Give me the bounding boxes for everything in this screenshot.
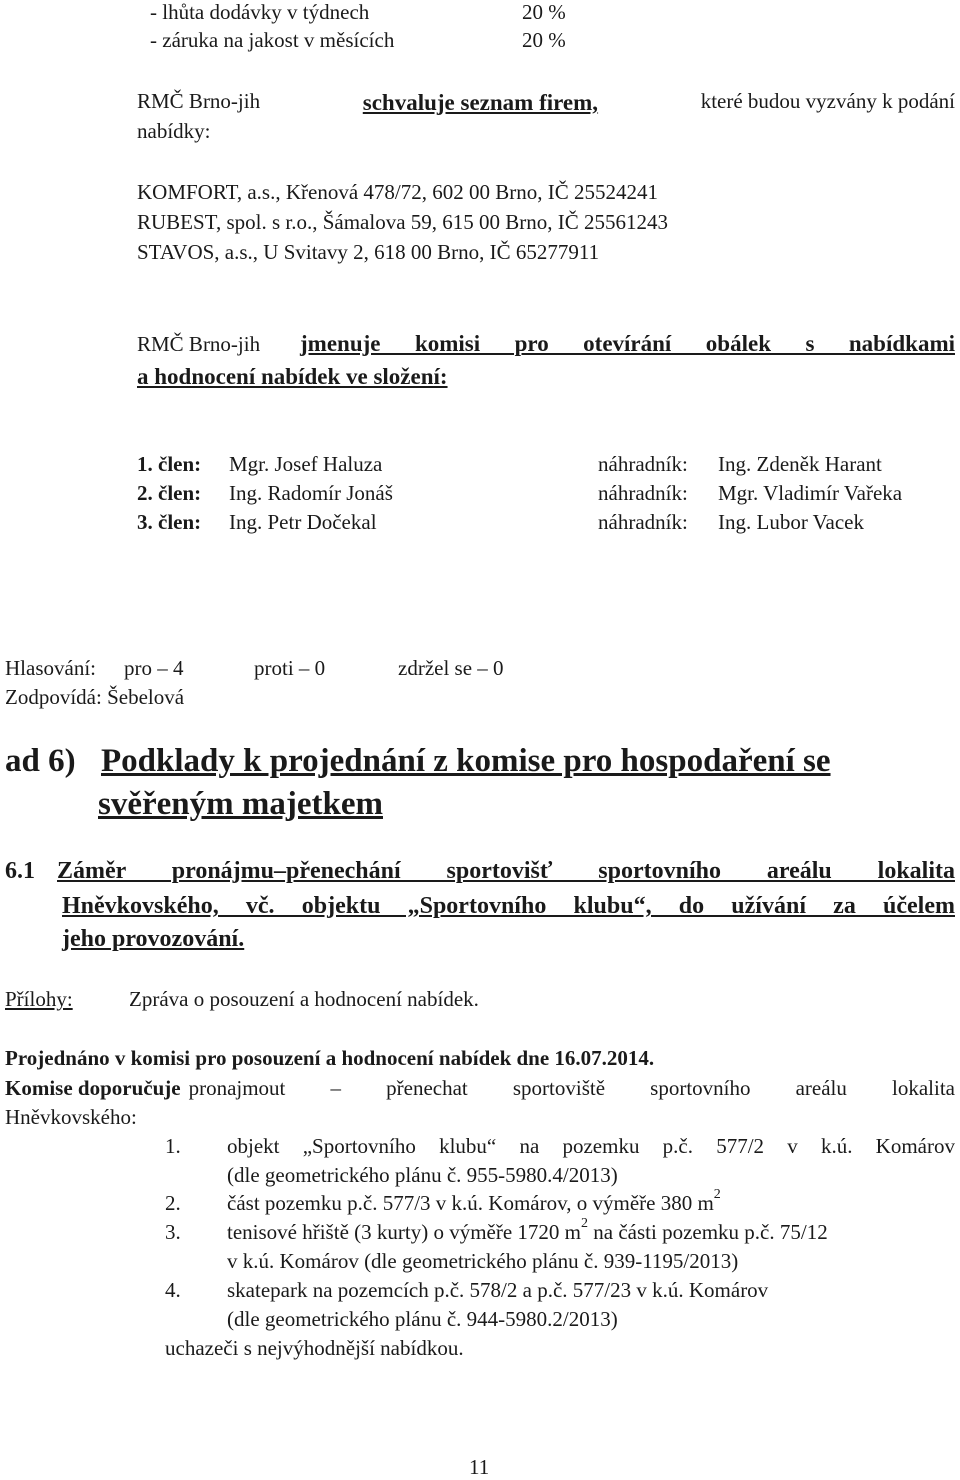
list-item-line2: (dle geometrického plánu č. 944-5980.2/2013) xyxy=(227,1307,618,1331)
approve-line xyxy=(137,89,955,117)
criterion-warranty-value: 20 % xyxy=(522,28,566,52)
recommend-rest: pronajmout – přenechat sportoviště sportovního areálu lokalita xyxy=(188,1076,955,1100)
list-item-line1: objekt „Sportovního klubu“ na pozemku p.č. 577/2 v k.ú. Komárov xyxy=(227,1134,955,1158)
recommend-bold: Komise doporučuje xyxy=(5,1076,181,1100)
member-number: 3. člen: xyxy=(137,510,202,534)
attachments-label: Přílohy: xyxy=(5,987,73,1011)
firm-item: STAVOS, a.s., U Svitavy 2, 618 00 Brno, IČ 65277911 xyxy=(137,240,600,264)
firm-item: KOMFORT, a.s., Křenová 478/72, 602 00 Brno, IČ 25524241 xyxy=(137,180,658,204)
commission-verb-line2: a hodnocení nabídek ve složení: xyxy=(137,364,448,389)
superscript: 2 xyxy=(713,1187,721,1202)
vote-label: Hlasování: xyxy=(5,656,96,680)
item-title-line3: jeho provozování. xyxy=(62,926,245,952)
discussed-note: Projednáno v komisi pro posouzení a hodnocení nabídek dne 16.07.2014. xyxy=(5,1046,655,1070)
item-title-line2: Hněvkovského, vč. objektu „Sportovního klubu“, do užívání za účelem xyxy=(62,893,955,919)
vote-abstain: zdržel se – 0 xyxy=(398,656,504,680)
approve-verb: schvaluje seznam firem, xyxy=(362,90,599,115)
list-number: 1. xyxy=(165,1134,181,1158)
substitute-name: Ing. Lubor Vacek xyxy=(718,510,864,534)
substitute-name: Mgr. Vladimír Vařeka xyxy=(718,481,903,505)
member-number: 2. člen: xyxy=(137,481,202,505)
section-prefix: ad 6) xyxy=(5,743,76,779)
section-title-line2: svěřeným majetkem xyxy=(98,786,383,822)
item-title-line1: Záměr pronájmu–přenechání sportovišť sportovního areálu lokalita xyxy=(57,858,955,884)
approve-subject: RMČ Brno-jih xyxy=(137,89,261,113)
substitute-label: náhradník: xyxy=(598,452,688,476)
item-number: 6.1 xyxy=(5,858,35,884)
list-item-line1 xyxy=(227,1187,721,1216)
vote-responsible: Zodpovídá: Šebelová xyxy=(5,685,185,709)
approve-rest: které budou vyzvány k podání xyxy=(700,89,955,113)
list-number: 4. xyxy=(165,1278,181,1302)
substitute-name: Ing. Zdeněk Harant xyxy=(718,452,882,476)
substitute-label: náhradník: xyxy=(598,510,688,534)
list-item-line2: v k.ú. Komárov (dle geometrického plánu č. 939-1195/2013) xyxy=(227,1249,739,1273)
member-name: Ing. Petr Dočekal xyxy=(229,510,377,534)
recommend-line2: Hněvkovského: xyxy=(5,1105,137,1129)
superscript: 2 xyxy=(581,1216,589,1231)
approve-line2: nabídky: xyxy=(137,119,211,143)
recommend-line xyxy=(5,1076,955,1101)
vote-pro: pro – 4 xyxy=(124,656,184,680)
commission-verb-line1: jmenuje komisi pro otevírání obálek s nabídkami xyxy=(300,331,955,356)
criterion-delivery-value: 20 % xyxy=(522,0,566,24)
list-item-text: na části pozemku p.č. 75/12 xyxy=(588,1220,828,1244)
list-item-line1: skatepark na pozemcích p.č. 578/2 a p.č. 577/23 v k.ú. Komárov xyxy=(227,1278,769,1302)
list-item-text: část pozemku p.č. 577/3 v k.ú. Komárov, o výměře 380 m xyxy=(227,1191,714,1215)
substitute-label: náhradník: xyxy=(598,481,688,505)
attachments-text: Zpráva o posouzení a hodnocení nabídek. xyxy=(129,987,479,1011)
list-number: 2. xyxy=(165,1191,181,1215)
criterion-delivery-label: - lhůta dodávky v týdnech xyxy=(150,0,370,24)
list-number: 3. xyxy=(165,1220,181,1244)
vote-proti: proti – 0 xyxy=(254,656,326,680)
commission-subject: RMČ Brno-jih xyxy=(137,332,261,356)
closing-line: uchazeči s nejvýhodnější nabídkou. xyxy=(165,1336,464,1360)
list-item-line2: (dle geometrického plánu č. 955-5980.4/2013) xyxy=(227,1163,618,1187)
list-item-text: tenisové hřiště (3 kurty) o výměře 1720 m xyxy=(227,1220,582,1244)
member-name: Mgr. Josef Haluza xyxy=(229,452,383,476)
firm-item: RUBEST, spol. s r.o., Šámalova 59, 615 00 Brno, IČ 25561243 xyxy=(137,210,669,234)
member-name: Ing. Radomír Jonáš xyxy=(229,481,393,505)
section-title-line1: Podklady k projednání z komise pro hospodaření se xyxy=(101,743,831,779)
page-number: 11 xyxy=(469,1455,490,1479)
member-number: 1. člen: xyxy=(137,452,202,476)
list-item-line1 xyxy=(227,1216,828,1245)
criterion-warranty-label: - záruka na jakost v měsících xyxy=(150,28,395,52)
